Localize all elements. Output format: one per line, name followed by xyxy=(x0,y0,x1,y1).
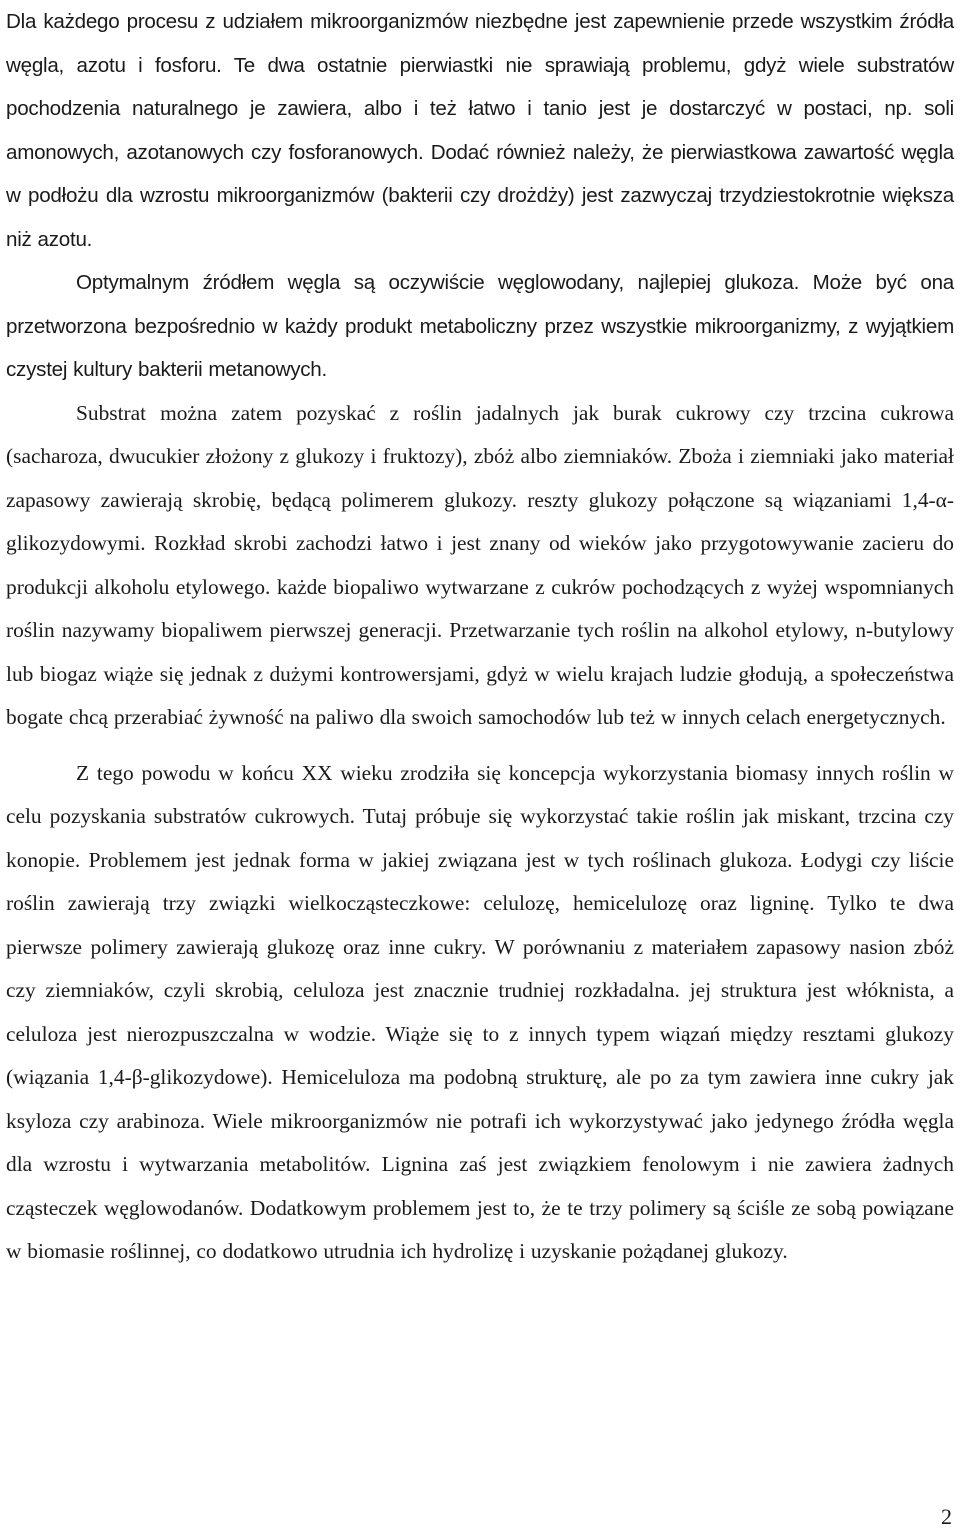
paragraph-carbon-sources: Dla każdego procesu z udziałem mikroorganizmów niezbędne jest zapewnienie przede wszystkim źródła węgla, azotu i fosforu. Te dwa ostatnie pierwiastki nie sprawiają problemu, gdyż wiele substratów pochodzenia naturalnego je zawiera, albo i też łatwo i tanio jest je dostarczyć w postaci, np. soli amonowych, azotanowych czy fosforanowych. Dodać również należy, że pierwiastkowa zawartość węgla w podłożu dla wzrostu mikroorganizmów (bakterii czy drożdży) jest zazwyczaj trzydziestokrotnie większa niż azotu. xyxy=(6,10,954,251)
document-page xyxy=(6,0,954,1274)
paragraph-first-generation-biofuels: Substrat można zatem pozyskać z roślin jadalnych jak burak cukrowy czy trzcina cukrowa (sacharoza, dwucukier złożony z glukozy i fruktozy), zbóż albo ziemniaków. Zboża i ziemniaki jako materiał zapasowy zawierają skrobię, będącą polimerem glukozy. reszty glukozy połączone są wiązaniami 1,4-α-glikozydowymi. Rozkład skrobi zachodzi łatwo i jest znany od wieków jako przygotowywanie zacieru do produkcji alkoholu etylowego. każde biopaliwo wytwarzane z cukrów pochodzących z wyżej wspomnianych roślin nazywamy biopaliwem pierwszej generacji. Przetwarzanie tych roślin na alkohol etylowy, n-butylowy lub biogaz wiąże się jednak z dużymi kontrowersjami, gdyż w wielu krajach ludzie głodują, a społeczeństwa bogate chcą przerabiać żywność na paliwo dla swoich samochodów lub też w innych celach energetycznych. xyxy=(6,400,954,729)
page-number: 2 xyxy=(941,1504,952,1529)
paragraph-lignocellulosic-biomass: Z tego powodu w końcu XX wieku zrodziła się koncepcja wykorzystania biomasy innych roślin w celu pozyskania substratów cukrowych. Tutaj próbuje się wykorzystać takie roślin jak miskant, trzcina czy konopie. Problemem jest jednak forma w jakiej związana jest w tych roślinach glukoza. Łodygi czy liście roślin zawierają trzy związki wielkocząsteczkowe: celulozę, hemicelulozę oraz ligninę. Tylko te dwa pierwsze polimery zawierają glukozę oraz inne cukry. W porównaniu z materiałem zapasowy nasion zbóż czy ziemniaków, czyli skrobią, celuloza jest znacznie trudniej rozkładalna. jej struktura jest włóknista, a celuloza jest nierozpuszczalna w wodzie. Wiąże się to z innych typem wiązań między resztami glukozy (wiązania 1,4-β-glikozydowe). Hemiceluloza ma podobną strukturę, ale po za tym zawiera inne cukry jak ksyloza czy arabinoza. Wiele mikroorganizmów nie potrafi ich wykorzystywać jako jedynego źródła węgla dla wzrostu i wytwarzania metabolitów. Lignina zaś jest związkiem fenolowym i nie zawiera żadnych cząsteczek węglowodanów. Dodatkowym problemem jest to, że te trzy polimery są ściśle ze sobą powiązane w biomasie roślinnej, co dodatkowo utrudnia ich hydrolizę i uzyskanie pożądanej glukozy. xyxy=(6,760,954,1263)
paragraph-glucose: Optymalnym źródłem węgla są oczywiście węglowodany, najlepiej glukoza. Może być ona przetworzona bezpośrednio w każdy produkt metaboliczny przez wszystkie mikroorganizmy, z wyjątkiem czystej kultury bakterii metanowych. xyxy=(6,271,954,381)
